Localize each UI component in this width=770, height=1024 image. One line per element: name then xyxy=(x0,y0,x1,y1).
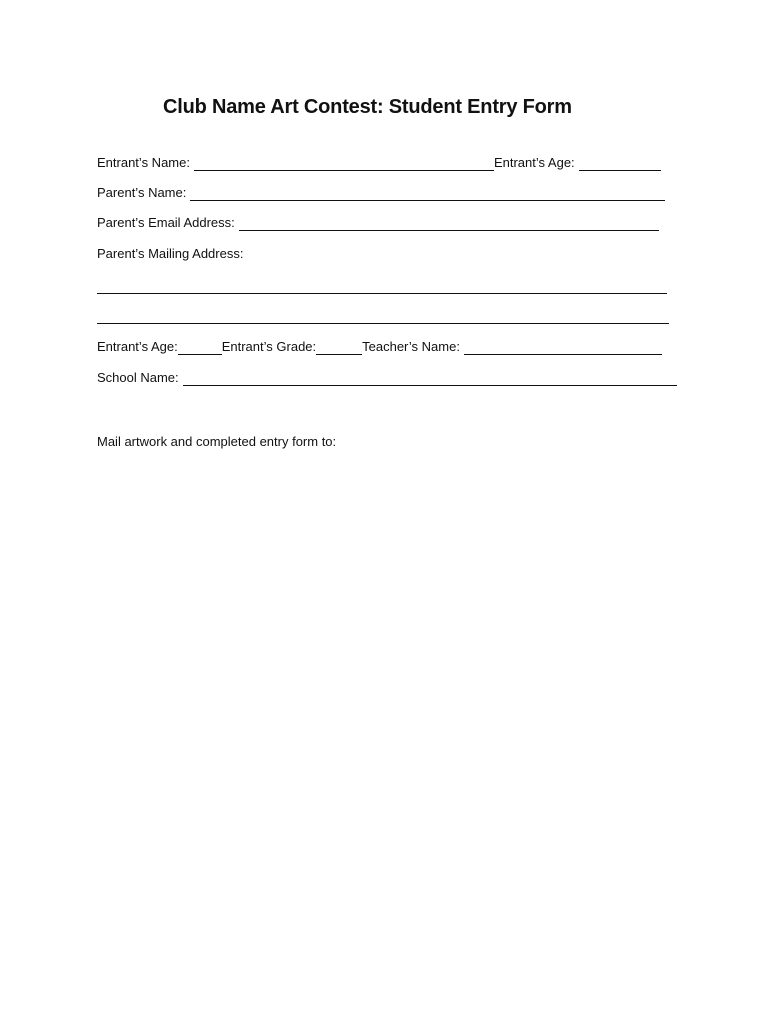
parent-name-field[interactable] xyxy=(190,186,665,201)
entrant-name-row xyxy=(97,153,661,171)
parent-mailing-label: Parent’s Mailing Address: xyxy=(97,246,244,261)
parent-email-label: Parent’s Email Address: xyxy=(97,215,235,230)
school-name-field[interactable] xyxy=(183,371,677,386)
parent-mailing-row xyxy=(97,244,247,262)
mailing-address-line-2[interactable] xyxy=(97,322,669,324)
entrant-age-label: Entrant’s Age: xyxy=(97,339,178,354)
school-name-label: School Name: xyxy=(97,370,179,385)
parent-name-row xyxy=(97,183,665,201)
form-title: Club Name Art Contest: Student Entry Form xyxy=(163,96,572,118)
parent-email-row xyxy=(97,213,659,231)
entrant-age-top-label: Entrant’s Age: xyxy=(493,155,575,170)
entrant-age-field[interactable] xyxy=(178,340,222,355)
entrant-grade-label: Entrant’s Grade: xyxy=(221,339,317,354)
entrant-details-row xyxy=(97,337,662,355)
entrant-name-label: Entrant’s Name: xyxy=(97,155,190,170)
parent-email-field[interactable] xyxy=(239,216,659,231)
parent-name-label: Parent’s Name: xyxy=(97,185,187,200)
mailing-address-line-1[interactable] xyxy=(97,292,667,294)
teacher-name-label: Teacher’s Name: xyxy=(362,339,460,354)
entrant-age-top-field[interactable] xyxy=(579,156,661,171)
school-name-row xyxy=(97,368,677,386)
entrant-grade-field[interactable] xyxy=(316,340,362,355)
mail-instructions: Mail artwork and completed entry form to: xyxy=(97,434,337,449)
teacher-name-field[interactable] xyxy=(464,340,662,355)
entrant-name-field[interactable] xyxy=(194,156,494,171)
